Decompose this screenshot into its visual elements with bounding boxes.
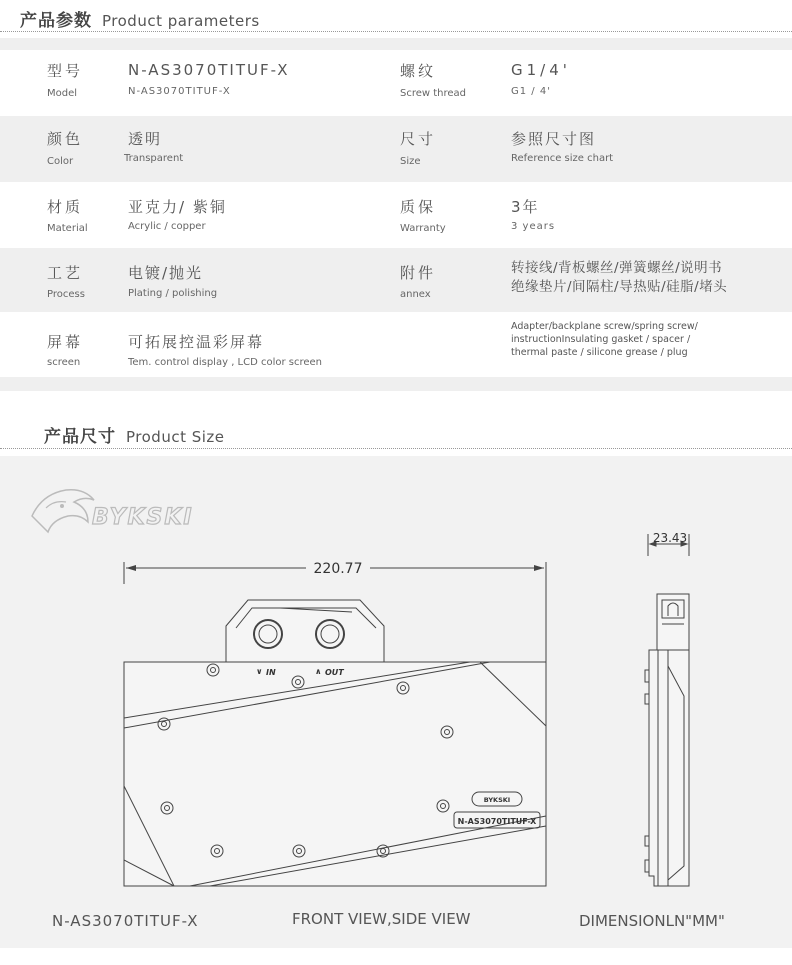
technical-drawing bbox=[0, 456, 792, 948]
value-main: 电镀/抛光 bbox=[128, 264, 204, 282]
label-cn: 屏幕 bbox=[47, 333, 84, 351]
value-main: 3年 bbox=[511, 198, 540, 216]
value-sub: N-AS3070TITUF-X bbox=[128, 86, 231, 97]
plate-model: N-AS3070TITUF-X bbox=[457, 817, 537, 826]
params-title-en: Product parameters bbox=[102, 12, 260, 30]
outlet-label: OUT bbox=[325, 668, 344, 677]
value-sub: 3 years bbox=[511, 221, 556, 232]
value-sub: Reference size chart bbox=[511, 153, 614, 164]
label-en: Size bbox=[400, 156, 421, 167]
value-sub: Tem. control display , LCD color screen bbox=[128, 357, 323, 368]
waterblock-front-view bbox=[124, 600, 546, 886]
value-main: 可拓展控温彩屏幕 bbox=[128, 333, 265, 351]
label-en: Material bbox=[47, 223, 88, 234]
value-sub: Acrylic / copper bbox=[128, 221, 206, 232]
value-main: 亚克力/ 紫铜 bbox=[128, 198, 227, 216]
value-main: 透明 bbox=[128, 130, 163, 148]
inlet-label: IN bbox=[266, 668, 276, 677]
param-row-process bbox=[0, 248, 792, 312]
label-en: Color bbox=[47, 156, 74, 167]
params-title-cn: 产品参数 bbox=[20, 11, 92, 31]
label-en: screen bbox=[47, 357, 81, 368]
label-en: Process bbox=[47, 289, 85, 300]
size-title-cn: 产品尺寸 bbox=[44, 427, 116, 447]
accessories-cn-line2: 绝缘垫片/间隔柱/导热贴/硅脂/堵头 bbox=[511, 279, 728, 295]
value-sub: G1 / 4' bbox=[511, 86, 551, 97]
label-cn: 工艺 bbox=[47, 264, 84, 282]
label-cn: 材质 bbox=[47, 198, 84, 216]
label-cn: 附件 bbox=[400, 264, 437, 282]
param-row-color bbox=[0, 116, 792, 182]
bykski-logo bbox=[32, 490, 94, 532]
accessories-cn-line1: 转接线/背板螺丝/弹簧螺丝/说明书 bbox=[511, 260, 723, 276]
value-main: G1/4' bbox=[511, 61, 571, 79]
size-title-en: Product Size bbox=[126, 428, 225, 446]
header-strip bbox=[0, 38, 792, 50]
value-main: 参照尺寸图 bbox=[511, 130, 597, 148]
divider bbox=[0, 448, 792, 449]
divider bbox=[0, 31, 792, 32]
plate-brand: BYKSKI bbox=[483, 796, 511, 804]
label-cn: 颜色 bbox=[47, 130, 84, 148]
label-cn: 型号 bbox=[47, 62, 84, 80]
dimension-drawing-panel bbox=[0, 456, 792, 948]
label-cn: 质保 bbox=[400, 198, 437, 216]
label-cn: 尺寸 bbox=[400, 130, 437, 148]
svg-text:∨: ∨ bbox=[256, 667, 263, 676]
param-row-screen bbox=[0, 312, 792, 377]
label-en: Model bbox=[47, 88, 78, 99]
size-section-title bbox=[44, 422, 225, 448]
width-dimension: 220.77 bbox=[313, 561, 363, 577]
value-main: N-AS3070TITUF-X bbox=[128, 61, 290, 79]
label-en: Screw thread bbox=[400, 88, 467, 99]
value-sub: Transparent bbox=[124, 153, 184, 164]
label-cn: 螺纹 bbox=[400, 62, 437, 80]
param-row-material bbox=[0, 182, 792, 248]
accessories-en-line3: thermal paste / silicone grease / plug bbox=[511, 347, 688, 358]
caption-dimension: DIMENSIONLN"MM" bbox=[579, 912, 725, 930]
waterblock-side-view bbox=[645, 534, 689, 886]
label-en: Warranty bbox=[400, 223, 446, 234]
caption-model: N-AS3070TITUF-X bbox=[52, 912, 199, 930]
value-sub: Plating / polishing bbox=[128, 288, 218, 299]
brand-text: BYKSKI bbox=[92, 505, 194, 530]
accessories-en-line2: instructionInsulating gasket / spacer / bbox=[511, 334, 691, 345]
svg-text:∧: ∧ bbox=[315, 667, 322, 676]
param-row-model bbox=[0, 50, 792, 116]
table-end-strip bbox=[0, 377, 792, 391]
accessories-en-line1: Adapter/backplane screw/spring screw/ bbox=[511, 321, 698, 332]
thickness-dimension: 23.43 bbox=[652, 531, 688, 545]
params-section-title bbox=[20, 6, 260, 32]
label-en: annex bbox=[400, 289, 431, 300]
caption-views: FRONT VIEW,SIDE VIEW bbox=[292, 910, 471, 928]
